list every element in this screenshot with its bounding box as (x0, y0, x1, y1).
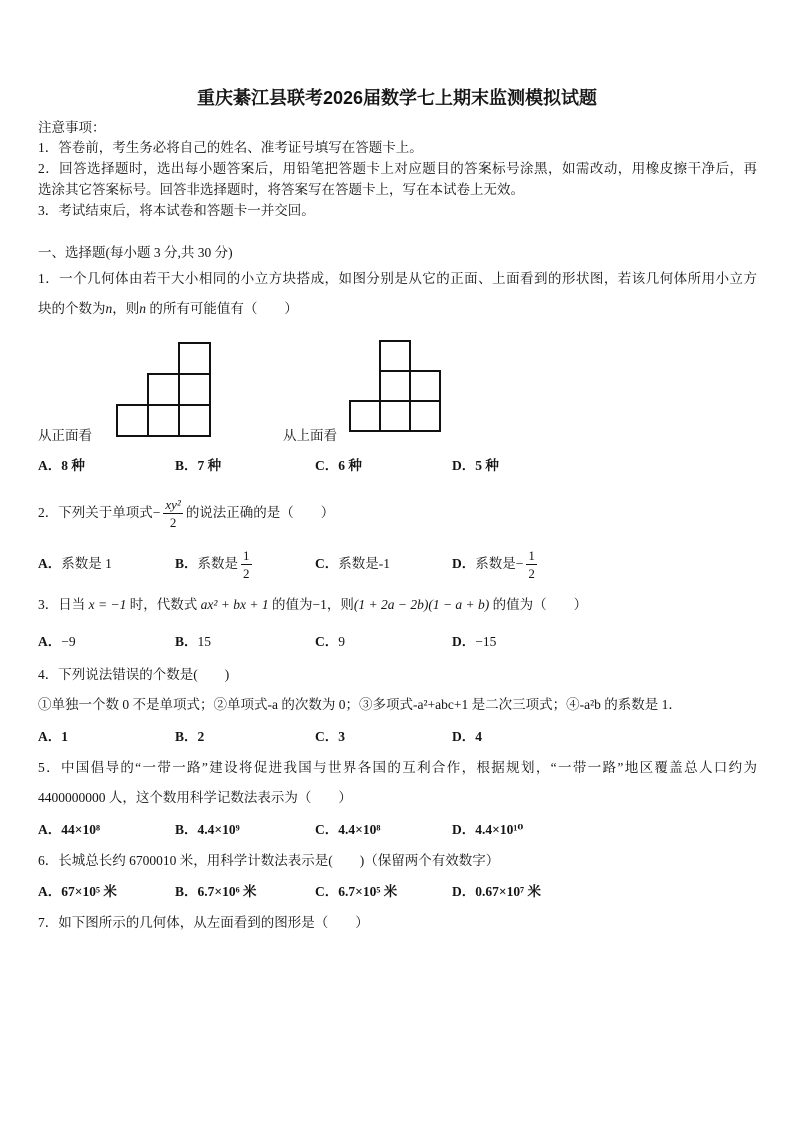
math-expression: −1 (312, 597, 327, 612)
option-label: C． (315, 634, 339, 649)
option-c (315, 554, 452, 574)
option-text: 15 (197, 634, 212, 649)
stem-text: 时，代数式 (126, 597, 201, 612)
option-a (38, 820, 175, 840)
option-a (38, 727, 175, 747)
question-5-stem-line-1: 5．中国倡导的“一带一路”建设将促进我国与世界各国的互利合作，根据规划，“一带一路”地区覆盖总人口约为 (38, 760, 757, 775)
stem-text: ，则 (112, 301, 140, 316)
top-view-square (380, 401, 410, 431)
option-text: 系数是 1 (61, 556, 112, 571)
option-text: 系数是 (197, 556, 239, 571)
option-a (38, 554, 175, 574)
top-view-square (350, 401, 380, 431)
option-label: C． (315, 458, 339, 473)
question-4-stem: 4．下列说法错误的个数是( ) (38, 667, 230, 682)
question-1-figures (100, 330, 450, 442)
option-label: C． (315, 822, 339, 837)
option-text: 44×10⁸ (61, 822, 100, 837)
question-7-stem: 7．如下图所示的几何体，从左面看到的图形是（ ） (38, 915, 369, 930)
option-label: B． (175, 556, 198, 571)
stem-text: 块的个数为 (38, 301, 106, 316)
option-text: −9 (61, 634, 76, 649)
option-text: 系数是− (475, 556, 524, 571)
question-1-stem-line-2 (38, 299, 757, 319)
option-label: B． (175, 822, 198, 837)
stem-text: ，则 (326, 597, 354, 612)
question-4-options (38, 727, 602, 747)
stem-text: 的值为（ ） (489, 597, 588, 612)
notice-heading: 注意事项： (38, 120, 106, 135)
option-label: B． (175, 884, 198, 899)
option-d (452, 727, 602, 747)
math-expression: x = −1 (88, 597, 127, 612)
option-text: 4.4×10¹⁰ (475, 822, 524, 837)
option-label: B． (175, 729, 198, 744)
question-6-stem: 6．长城总长约 6700010 米，用科学计数法表示是( )（保留两个有效数字） (38, 853, 500, 868)
option-text: 5 种 (475, 458, 499, 473)
front-view-label: 从正面看 (38, 428, 92, 443)
front-view-figure (117, 343, 210, 436)
option-fraction (526, 547, 537, 582)
question-2-options (38, 544, 602, 584)
option-text: 67×10⁵ 米 (61, 884, 117, 899)
option-text: 3 (338, 729, 345, 744)
stem-text: 的值为 (268, 597, 313, 612)
front-view-square (179, 374, 210, 405)
fraction-denominator: 2 (528, 565, 535, 581)
option-label: C． (315, 884, 339, 899)
option-c (315, 882, 452, 902)
question-1-options (38, 456, 602, 476)
notice-item-1: 1．答卷前，考生务必将自己的姓名、准考证号填写在答题卡上。 (38, 140, 423, 155)
front-view-square (179, 405, 210, 436)
option-text: 9 (338, 634, 345, 649)
option-a (38, 632, 175, 652)
fraction-numerator: xy² (165, 496, 181, 512)
option-c (315, 456, 452, 476)
front-view-square (179, 343, 210, 374)
option-c (315, 820, 452, 840)
fraction-denominator: 2 (243, 565, 250, 581)
option-text: 4 (475, 729, 482, 744)
option-b (175, 456, 315, 476)
top-view-square (380, 341, 410, 371)
option-label: D． (452, 884, 476, 899)
notice-item-2-line-1: 2．回答选择题时，选出每小题答案后，用铅笔把答题卡上对应题目的答案标号涂黑，如需改动，用橡皮擦干净后，再 (38, 161, 757, 176)
variable-n: n (105, 301, 113, 316)
option-label: B． (175, 458, 198, 473)
top-view-label: 从上面看 (283, 428, 337, 443)
option-a (38, 882, 175, 902)
front-view-square (117, 405, 148, 436)
option-c (315, 632, 452, 652)
notice-item-2-line-2: 选涂其它答案标号。回答非选择题时，将答案写在答题卡上，写在本试卷上无效。 (38, 182, 524, 197)
option-label: D． (452, 556, 476, 571)
math-expression: ax² + bx + 1 (200, 597, 269, 612)
question-5-options (38, 820, 602, 840)
option-text: 4.4×10⁹ (197, 822, 240, 837)
question-3-options (38, 632, 602, 652)
variable-n: n (139, 301, 146, 316)
option-d (452, 820, 602, 840)
option-text: 4.4×10⁸ (338, 822, 381, 837)
stem-text: 3．日当 (38, 597, 89, 612)
question-3-stem (38, 595, 757, 615)
question-5-stem-line-2: 4400000000 人，这个数用科学记数法表示为（ ） (38, 790, 352, 805)
stem-text: 的所有可能值有（ ） (146, 301, 298, 316)
fraction-numerator: 1 (243, 547, 250, 563)
option-b (175, 547, 315, 582)
fraction-denominator: 2 (169, 514, 177, 530)
question-2-stem (38, 493, 757, 533)
option-d (452, 456, 602, 476)
option-text: 8 种 (61, 458, 85, 473)
question-1-stem-line-1: 1．一个几何体由若干大小相同的小立方块搭成，如图分别是从它的正面、上面看到的形状图，若该几何体所用小立方 (38, 271, 757, 286)
option-label: D． (452, 729, 476, 744)
section-heading: 一、选择题(每小题 3 分,共 30 分) (38, 245, 233, 260)
top-view-figure (350, 341, 440, 431)
option-text: 2 (197, 729, 205, 744)
stem-text: 的说法正确的是（ ） (185, 505, 335, 520)
option-label: D． (452, 822, 476, 837)
option-text: 系数是-1 (338, 556, 390, 571)
option-label: D． (452, 458, 476, 473)
option-d (452, 882, 602, 902)
option-text: −15 (475, 634, 497, 649)
fraction-numerator: 1 (528, 547, 535, 563)
option-label: A． (38, 458, 62, 473)
math-expression: (1 + 2a − 2b)(1 − a + b) (353, 597, 490, 612)
top-view-square (410, 401, 440, 431)
option-text: 6.7×10⁵ 米 (338, 884, 398, 899)
option-text: 7 种 (197, 458, 222, 473)
option-b (175, 820, 315, 840)
option-text: 6 种 (338, 458, 362, 473)
monomial-fraction (163, 496, 182, 531)
option-label: A． (38, 729, 62, 744)
option-label: D． (452, 634, 476, 649)
option-a (38, 456, 175, 476)
front-view-square (148, 405, 179, 436)
question-4-statements: ①单独一个数 0 不是单项式；②单项式-a 的次数为 0；③多项式-a²+abc+1 是二次三项式；④-a²b 的系数是 1． (38, 697, 682, 712)
front-view-square (148, 374, 179, 405)
option-label: A． (38, 634, 62, 649)
option-b (175, 632, 315, 652)
option-b (175, 882, 315, 902)
option-text: 6.7×10⁶ 米 (197, 884, 257, 899)
option-d (452, 547, 602, 582)
option-label: A． (38, 556, 62, 571)
option-b (175, 727, 315, 747)
top-view-square (380, 371, 410, 401)
stem-text: 2．下列关于单项式− (38, 505, 161, 520)
option-d (452, 632, 602, 652)
question-6-options (38, 882, 602, 902)
page-title: 重庆綦江县联考2026届数学七上期末监测模拟试题 (196, 88, 598, 108)
option-label: A． (38, 822, 62, 837)
notice-item-3: 3．考试结束后，将本试卷和答题卡一并交回。 (38, 203, 315, 218)
option-text: 1 (61, 729, 68, 744)
top-view-square (410, 371, 440, 401)
option-fraction (241, 547, 252, 582)
option-label: C． (315, 556, 339, 571)
option-text: 0.67×10⁷ 米 (475, 884, 541, 899)
option-c (315, 727, 452, 747)
option-label: C． (315, 729, 339, 744)
option-label: B． (175, 634, 198, 649)
option-label: A． (38, 884, 62, 899)
